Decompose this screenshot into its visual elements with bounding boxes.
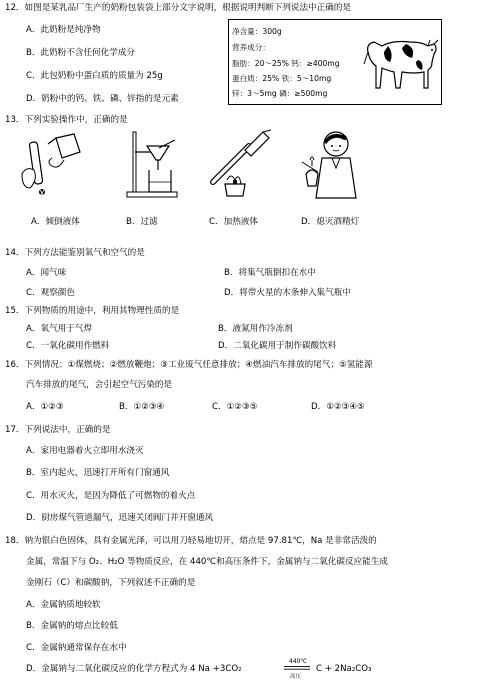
q16-option-c[interactable]: C．①②③⑤ <box>212 402 258 412</box>
cow-icon <box>362 32 440 92</box>
q18-stem-line3: 金刚石（C）和碳酸钠，下列叙述不正确的是 <box>26 578 196 588</box>
q16-stem-line1: 16．下列情况：①煤燃烧；②燃放鞭炮；③工业废气任意排放；④燃油汽车排放的尾气；⑤氢能源 <box>5 360 373 370</box>
pouring-liquid-figure <box>18 130 88 200</box>
heating-liquid-figure <box>205 128 275 200</box>
q16-option-d[interactable]: D．①②③④⑤ <box>311 402 365 412</box>
label-nutrition-title: 营养成分： <box>232 43 270 52</box>
label-fat-calcium: 脂肪：20～25% 钙：≥400mg <box>232 59 340 68</box>
q15-option-d[interactable]: D．二氧化碳用于制作碳酸饮料 <box>218 341 337 351</box>
extinguish-lamp-figure <box>300 128 370 200</box>
q17-option-a[interactable]: A．家用电器着火立即用水浇灭 <box>26 446 144 456</box>
equation-condition-bottom: 高压 <box>290 674 302 680</box>
q18-option-a[interactable]: A．金属钠质地较软 <box>26 600 101 610</box>
q18-stem-line1: 18．钠为银白色固体，具有金属光泽，可以用刀轻易地切开，熔点是 97.81℃，Na 是非常活泼的 <box>5 536 377 546</box>
q12-option-b[interactable]: B．此奶粉不含任何化学成分 <box>26 48 136 58</box>
q17-option-c[interactable]: C．用水灭火，是因为降低了可燃物的着火点 <box>26 491 196 501</box>
q16-stem-line2: 汽车排放的尾气，会引起空气污染的是 <box>26 380 173 390</box>
q12-option-c[interactable]: C．此包奶粉中蛋白质的质量为 25g <box>26 71 163 81</box>
q13-caption-c[interactable]: C．加热液体 <box>209 217 258 227</box>
label-zinc-phosphorus: 锌：3～5mg 磷：≥500mg <box>232 89 328 98</box>
label-net-content: 净含量：300g <box>232 27 282 36</box>
equation-condition-top: 440℃ <box>289 658 308 665</box>
q18-option-c[interactable]: C．金属钠通常保存在水中 <box>26 643 127 653</box>
q18-stem-line2: 金属，常温下与 O₂、H₂O 等物质反应，在 440℃和高压条件下，金属钠与二氧化碳反应能生成 <box>26 557 388 567</box>
q14-option-c[interactable]: C．观察颜色 <box>26 288 75 298</box>
q14-option-b[interactable]: B．将集气瓶倒扣在水中 <box>224 268 316 278</box>
q13-caption-b[interactable]: B．过滤 <box>126 217 158 227</box>
q16-option-a[interactable]: A．①②③ <box>26 402 64 412</box>
q13-caption-a[interactable]: A．倾倒液体 <box>31 217 80 227</box>
q18-option-d[interactable]: D．金属钠与二氧化碳反应的化学方程式为 4 Na +3CO₂ <box>26 664 242 674</box>
q17-option-b[interactable]: B．室内起火，迅速打开所有门窗通风 <box>26 468 170 478</box>
reaction-equals-sign <box>284 666 310 670</box>
q18-option-b[interactable]: B．金属钠的熔点比较低 <box>26 621 118 631</box>
q16-option-b[interactable]: B．①②③④ <box>119 402 165 412</box>
q14-option-d[interactable]: D．将带火星的木条伸入集气瓶中 <box>224 288 351 298</box>
q15-stem: 15．下列物质的用途中，利用其物理性质的是 <box>5 306 180 316</box>
q14-option-a[interactable]: A．闻气味 <box>26 268 67 278</box>
q12-stem: 12．如图是某乳品厂生产的奶粉包装袋上部分文字说明，根据说明判断下列说法中正确的是 <box>5 3 352 13</box>
label-protein-iron: 蛋白质：25% 铁：5～10mg <box>232 74 332 83</box>
q17-stem: 17．下列说法中，正确的是 <box>5 425 111 435</box>
q13-stem: 13．下列实验操作中，正确的是 <box>5 115 128 125</box>
q15-option-a[interactable]: A．氧气用于气焊 <box>26 324 93 334</box>
q15-option-b[interactable]: B．液氮用作冷冻剂 <box>218 324 293 334</box>
filtration-figure <box>125 130 190 200</box>
q12-option-d[interactable]: D．奶粉中的钙、铁、磷、锌指的是元素 <box>26 94 179 104</box>
equation-products: C + 2Na₂CO₃ <box>316 664 372 674</box>
q13-caption-d[interactable]: D．熄灭酒精灯 <box>301 217 360 227</box>
q12-option-a[interactable]: A．此奶粉是纯净物 <box>26 25 101 35</box>
q14-stem: 14．下列方法能鉴别氧气和空气的是 <box>5 248 145 258</box>
q17-option-d[interactable]: D．厨房煤气管道漏气，迅速关闭阀门并开窗通风 <box>26 513 214 523</box>
q15-option-c[interactable]: C．一氧化碳用作燃料 <box>26 341 110 351</box>
milk-label-box <box>228 19 442 105</box>
